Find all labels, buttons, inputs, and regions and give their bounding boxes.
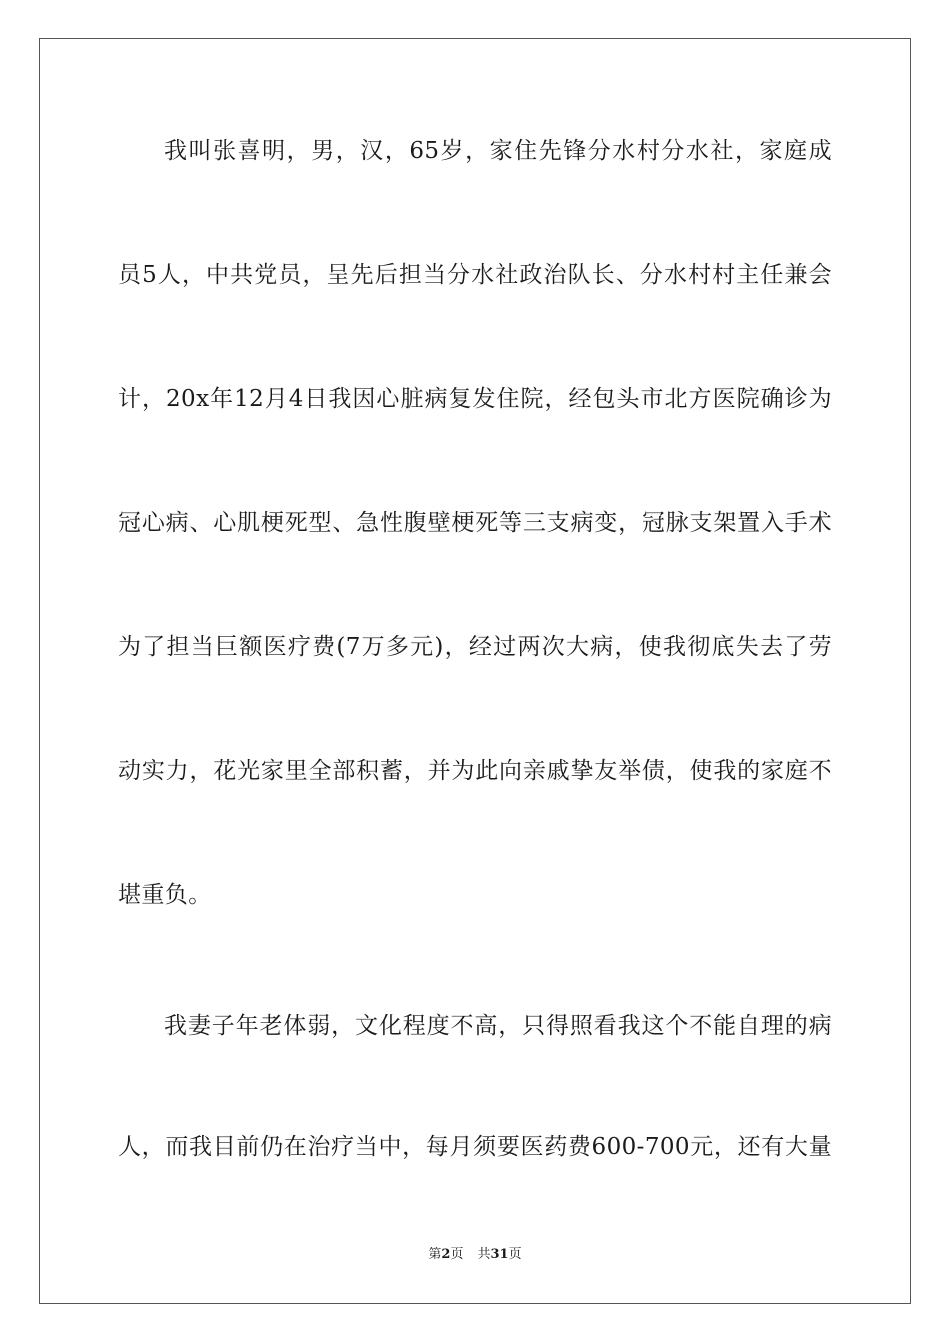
page-suffix: 页	[450, 1247, 464, 1262]
paragraph-1-line-3: 计，20x年12月4日我因心脏病复发住院，经包头市北方医院确诊为	[118, 386, 832, 412]
total-pages: 31	[490, 1247, 509, 1262]
paragraph-1-line-5: 为了担当巨额医疗费(7万多元)，经过两次大病，使我彻底失去了劳	[118, 634, 832, 660]
page-footer	[0, 1246, 950, 1264]
page-prefix: 第	[428, 1247, 442, 1262]
total-prefix: 共	[477, 1247, 491, 1262]
paragraph-1-line-4: 冠心病、心肌梗死型、急性腹壁梗死等三支病变，冠脉支架置入手术	[118, 510, 832, 536]
paragraph-1-line-6: 动实力，花光家里全部积蓄，并为此向亲戚挚友举债，使我的家庭不	[118, 758, 832, 784]
paragraph-1-line-1: 我叫张喜明，男，汉，65岁，家住先锋分水村分水社，家庭成	[164, 138, 832, 164]
page-border	[39, 38, 911, 1304]
paragraph-2-line-2: 人，而我目前仍在治疗当中，每月须要医药费600-700元，还有大量	[118, 1134, 832, 1160]
paragraph-1-line-2: 员5人，中共党员，呈先后担当分水社政治队长、分水村村主任兼会	[118, 262, 832, 288]
page-number: 2	[441, 1247, 451, 1262]
paragraph-1-line-7: 堪重负。	[118, 882, 212, 908]
total-suffix: 页	[508, 1247, 522, 1262]
paragraph-2-line-1: 我妻子年老体弱，文化程度不高，只得照看我这个不能自理的病	[164, 1013, 832, 1039]
